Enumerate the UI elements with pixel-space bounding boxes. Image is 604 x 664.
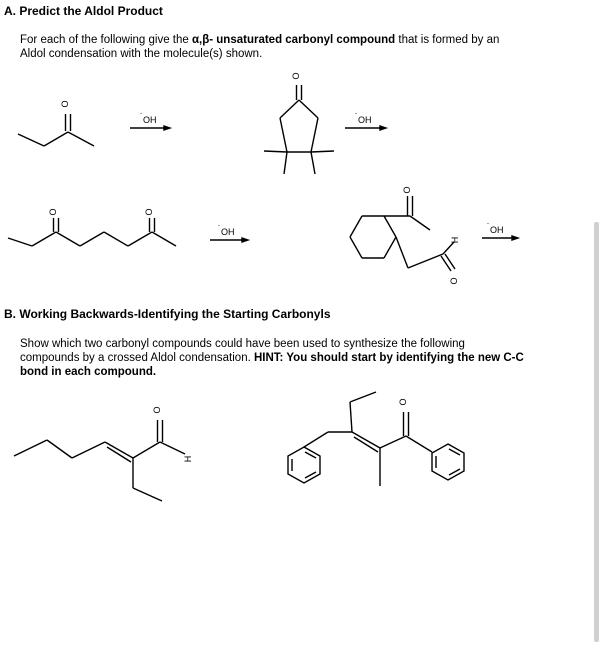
oxygen-label: O (449, 277, 459, 285)
hydroxide-charge: - (218, 223, 220, 229)
molecule-ethyl-hexenal (14, 406, 193, 501)
molecule-tetramethylcyclopentanone (264, 72, 334, 174)
section-b-title: B. Working Backwards-Identifying the Starting Carbonyls (4, 307, 331, 321)
reaction-arrow-4 (482, 221, 518, 240)
reaction-arrow-1 (130, 111, 170, 130)
section-b-instructions-pre: Show which two carbonyl compounds could have been used to synthesize the following compounds by a crossed Aldol condensation. (20, 338, 465, 364)
section-a-title: A. Predict the Aldol Product (4, 4, 163, 18)
hydroxide-charge: - (487, 221, 489, 227)
oxygen-label: O (144, 208, 154, 216)
scrollbar[interactable] (594, 222, 599, 642)
hydroxide-label: OH (358, 115, 372, 125)
reaction-arrow-2 (345, 111, 386, 130)
oxygen-label: O (398, 398, 408, 406)
hydrogen-label: H (450, 236, 460, 244)
reaction-arrow-3 (210, 223, 248, 242)
section-a-instructions-bold: α,β- unsaturated carbonyl compound (191, 34, 396, 46)
oxygen-label: O (152, 406, 162, 414)
oxygen-label: O (48, 208, 58, 216)
molecule-keto-aldehyde (350, 186, 460, 284)
oxygen-label: O (60, 100, 70, 108)
hydroxide-charge: - (140, 111, 142, 117)
hydroxide-label: OH (221, 227, 235, 237)
molecule-diphenyl-enone (288, 392, 464, 486)
section-b-instructions-bold: HINT: You should start by identifying the new C-C bond in each compound. (20, 352, 524, 378)
oxygen-label: O (402, 186, 412, 194)
hydrogen-label: H (183, 455, 193, 463)
hydroxide-charge: - (355, 111, 357, 117)
molecule-diketone (8, 208, 176, 246)
hydroxide-label: OH (143, 115, 157, 125)
hydroxide-label: OH (490, 225, 504, 235)
section-a-instructions-pre: For each of the following give the (20, 34, 192, 46)
molecule-butanone (18, 100, 94, 146)
oxygen-label: O (291, 72, 301, 80)
section-a-instructions-post: that is formed by an Aldol condensation with the molecule(s) shown. (20, 34, 500, 60)
